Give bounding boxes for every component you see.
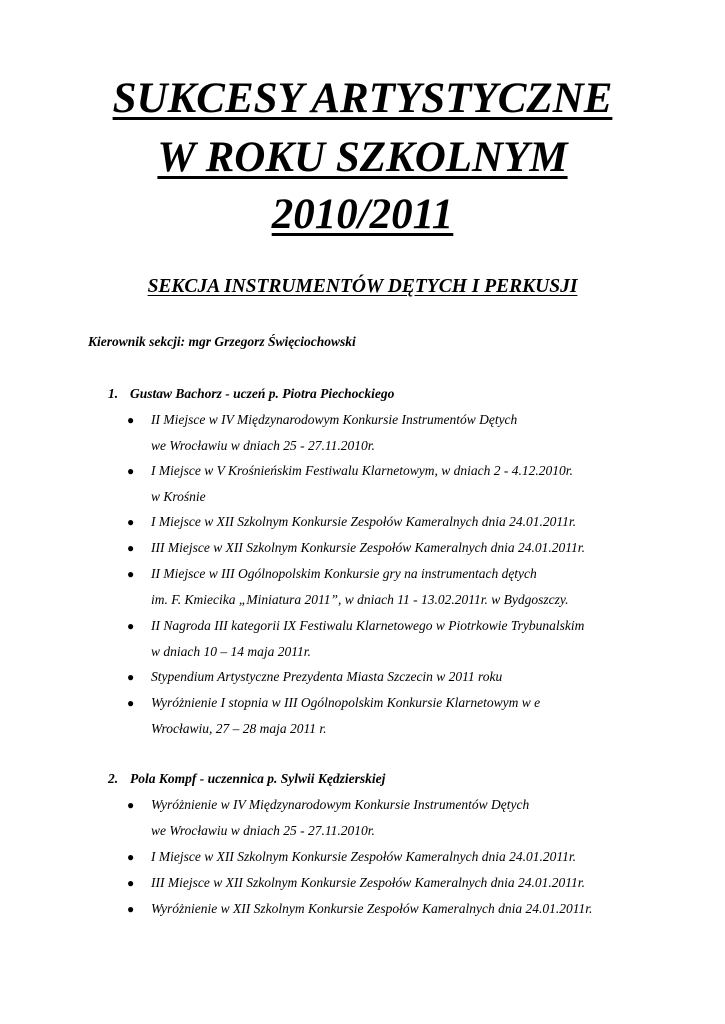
person-name: Gustaw Bachorz - uczeń p. Piotra Piechockiego [130,386,395,401]
bullet-icon: ● [127,567,135,581]
achievement-text-continued: w Krośnie [151,489,206,504]
achievement-item [127,539,707,557]
achievement-item [127,411,707,455]
person-name: Pola Kompf - uczennica p. Sylwii Kędzierskiej [130,771,386,786]
bullet-icon: ● [127,902,135,916]
achievement-text: III Miejsce w XII Szkolnym Konkursie Zespołów Kameralnych dnia 24.01.2011r. [151,875,585,890]
person-number: 1. [108,386,119,401]
achievement-item [127,694,707,738]
achievement-text-continued: we Wrocławiu w dniach 25 - 27.11.2010r. [151,823,375,838]
document-title-line-2: W ROKU SZKOLNYM [157,134,568,181]
achievement-text: I Miejsce w XII Szkolnym Konkursie Zespołów Kameralnych dnia 24.01.2011r. [151,514,576,529]
achievement-item [127,565,707,609]
achievement-text-continued: Wrocławiu, 27 – 28 maja 2011 r. [151,721,327,736]
achievement-item [127,874,707,892]
achievement-text-continued: im. F. Kmiecika „Miniatura 2011”, w dniach 11 - 13.02.2011r. w Bydgoszczy. [151,592,569,607]
achievement-item [127,617,707,661]
achievement-item [127,462,707,506]
achievement-text: I Miejsce w XII Szkolnym Konkursie Zespołów Kameralnych dnia 24.01.2011r. [151,849,576,864]
achievement-text-continued: w dniach 10 – 14 maja 2011r. [151,644,311,659]
bullet-icon: ● [127,541,135,555]
bullet-icon: ● [127,515,135,529]
section-head-line: Kierownik sekcji: mgr Grzegorz Święciochowski [88,334,356,349]
achievement-text: II Miejsce w III Ogólnopolskim Konkursie gry na instrumentach dętych [151,566,537,581]
achievement-text: II Miejsce w IV Międzynarodowym Konkursie Instrumentów Dętych [151,412,518,427]
document-title-line-3: 2010/2011 [271,191,454,238]
bullet-icon: ● [127,670,135,684]
bullet-icon: ● [127,696,135,710]
achievement-text: Wyróżnienie w IV Międzynarodowym Konkursie Instrumentów Dętych [151,797,530,812]
achievement-item [127,513,707,531]
achievement-item [127,668,707,686]
achievement-item [127,900,707,918]
achievement-text-continued: we Wrocławiu w dniach 25 - 27.11.2010r. [151,438,375,453]
document-title-line-1: SUKCESY ARTYSTYCZNE [112,75,613,122]
person-heading [108,770,385,788]
achievement-text: Wyróżnienie I stopnia w III Ogólnopolskim Konkursie Klarnetowym w e [151,695,541,710]
bullet-icon: ● [127,619,135,633]
bullet-icon: ● [127,798,135,812]
achievement-text: Stypendium Artystyczne Prezydenta Miasta Szczecin w 2011 roku [151,669,503,684]
achievement-text: II Nagroda III kategorii IX Festiwalu Klarnetowego w Piotrkowie Trybunalskim [151,618,585,633]
bullet-icon: ● [127,464,135,478]
person-heading [108,385,394,403]
bullet-icon: ● [127,413,135,427]
achievement-item [127,848,707,866]
achievement-text: III Miejsce w XII Szkolnym Konkursie Zespołów Kameralnych dnia 24.01.2011r. [151,540,585,555]
achievement-text: Wyróżnienie w XII Szkolnym Konkursie Zespołów Kameralnych dnia 24.01.2011r. [151,901,593,916]
person-number: 2. [108,771,119,786]
bullet-icon: ● [127,850,135,864]
achievement-item [127,796,707,840]
achievement-text: I Miejsce w V Krośnieńskim Festiwalu Klarnetowym, w dniach 2 - 4.12.2010r. [151,463,573,478]
bullet-icon: ● [127,876,135,890]
section-title: SEKCJA INSTRUMENTÓW DĘTYCH I PERKUSJI [147,276,578,297]
